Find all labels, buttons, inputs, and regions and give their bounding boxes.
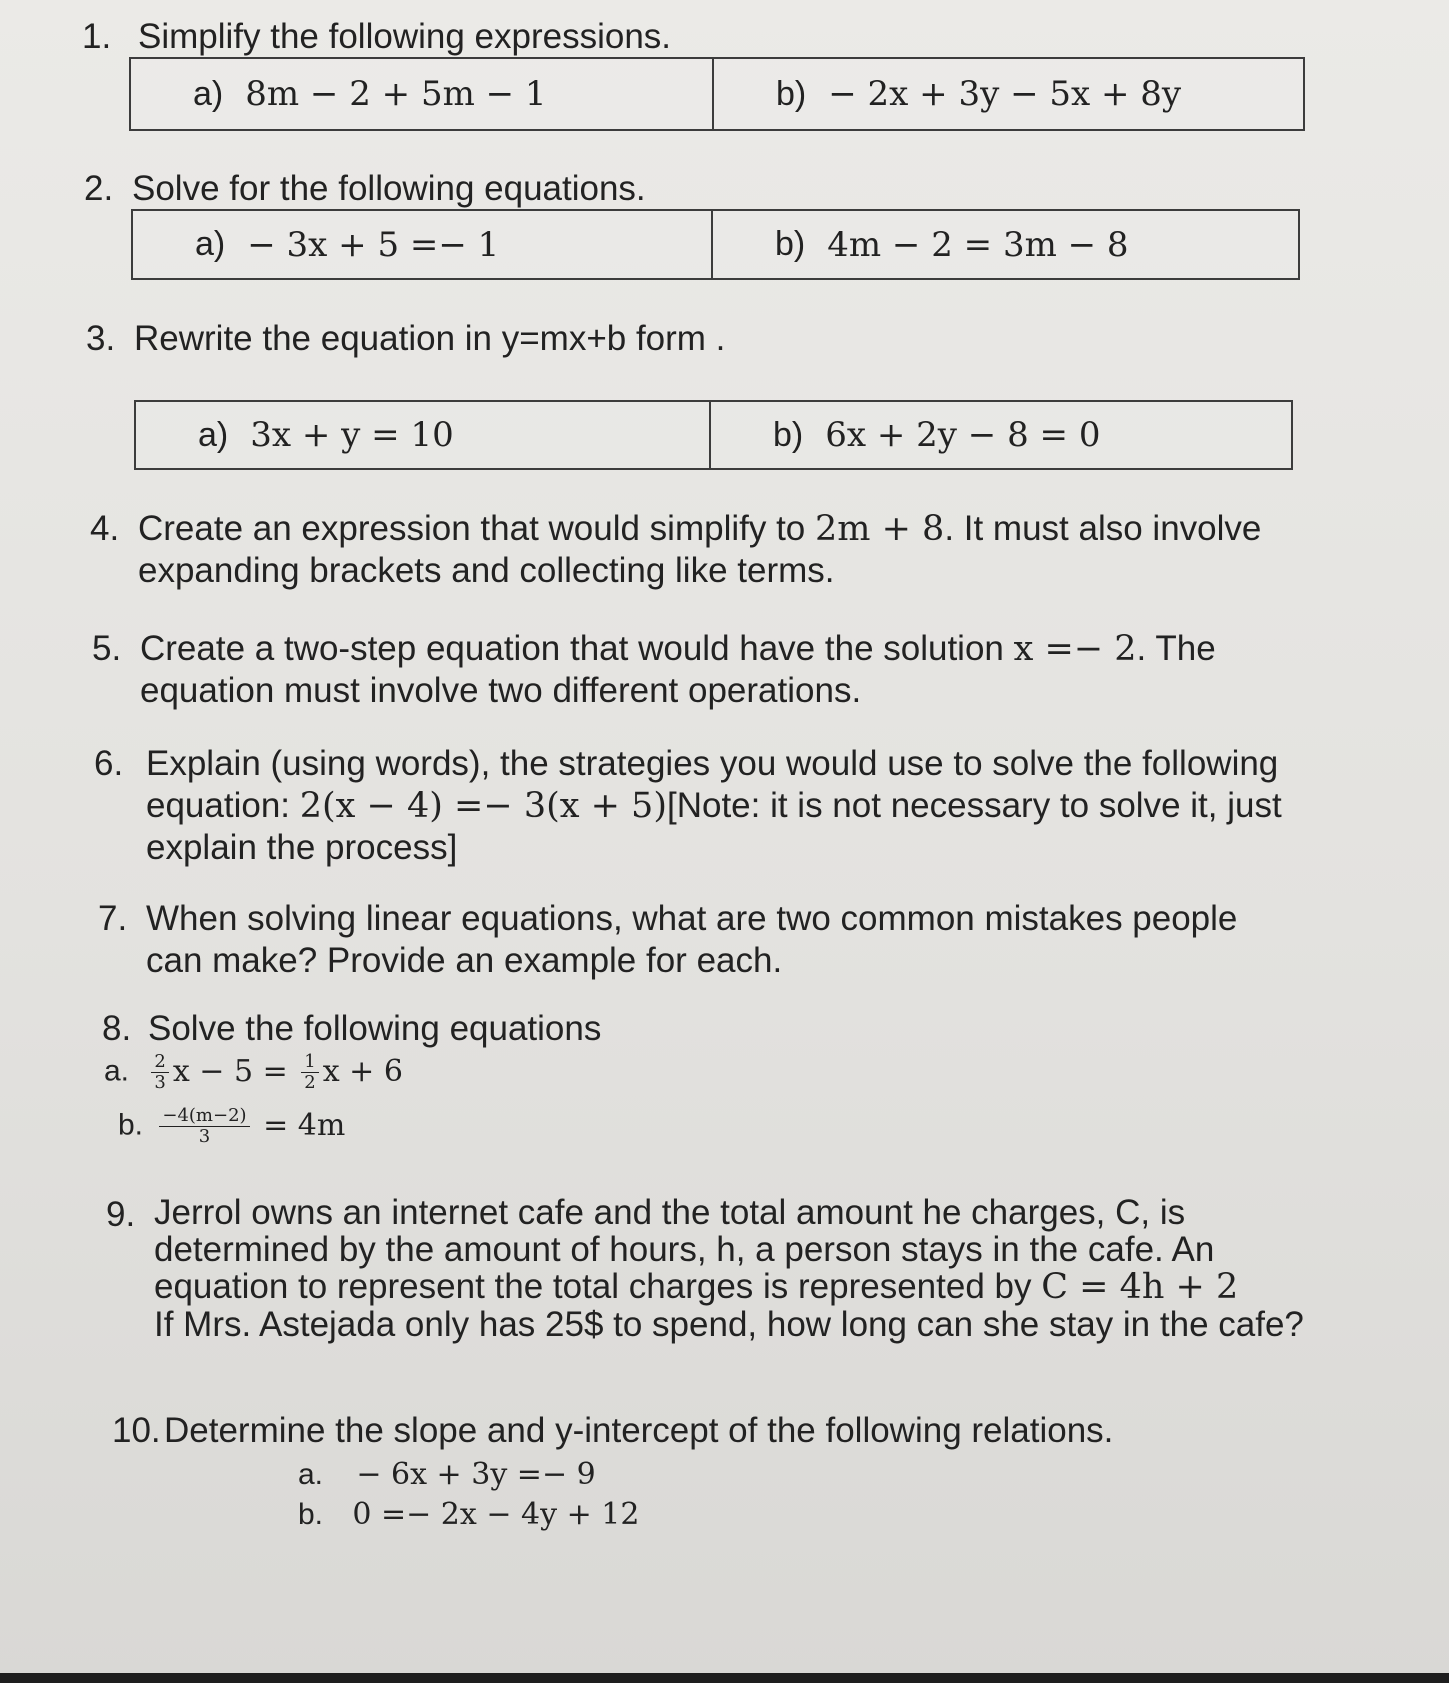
- q1-cell-b: [712, 59, 1303, 129]
- equation: $\frac{-4(m-2)}{3}$ = 4m: [155, 1108, 345, 1143]
- fraction: $\frac{-4(m-2)}{3}$: [159, 1106, 249, 1147]
- question-text: [138, 508, 1328, 592]
- question-number: 8.: [102, 1009, 132, 1048]
- text-line: Create a two-step equation that would have the solution x =− 2. The: [140, 629, 1216, 669]
- question-number: 7.: [98, 899, 128, 938]
- q1-answer-table: [129, 57, 1305, 131]
- question-text: [146, 898, 1326, 982]
- bottom-edge: [0, 1673, 1449, 1683]
- part-label: b): [773, 415, 804, 454]
- question-text: Determine the slope and y-intercept of the following relations.: [164, 1411, 1114, 1450]
- question-number: 2.: [84, 169, 114, 208]
- part-label: a): [193, 74, 224, 113]
- question-number: 10.: [112, 1411, 161, 1450]
- part-label: b.: [298, 1498, 324, 1531]
- text-line: equation: 2(x − 4) =− 3(x + 5)[Note: it is not necessary to solve it, just: [146, 786, 1282, 826]
- equation: − 6x + 3y =− 9: [356, 1457, 596, 1492]
- part-label: b.: [118, 1108, 144, 1142]
- text-line: equation to represent the total charges is represented by C = 4h + 2: [154, 1267, 1239, 1307]
- question-number: 5.: [92, 629, 122, 668]
- question-text: Simplify the following expressions.: [138, 17, 672, 56]
- part-label: b): [776, 74, 807, 113]
- expression: 8m − 2 + 5m − 1: [245, 74, 547, 114]
- text-line: When solving linear equations, what are two common mistakes people: [146, 899, 1238, 938]
- q8-part-a: [104, 1052, 403, 1093]
- text-line: Explain (using words), the strategies you would use to solve the following: [146, 744, 1279, 783]
- question-text: Solve the following equations: [148, 1009, 602, 1048]
- fraction: $\frac{1}{2}$: [301, 1052, 318, 1093]
- question-text: [154, 1194, 1354, 1343]
- question-number: 9.: [106, 1195, 136, 1234]
- q2-answer-table: [131, 209, 1300, 280]
- math-expression: 2m + 8: [815, 509, 945, 549]
- question-number: 4.: [90, 509, 120, 548]
- text-line: explain the process]: [146, 828, 458, 867]
- question-text: [146, 743, 1386, 869]
- text-line: Create an expression that would simplify to 2m + 8. It must also involve: [138, 509, 1262, 549]
- expression: − 3x + 5 =− 1: [247, 224, 500, 265]
- question-text: Solve for the following equations.: [132, 169, 646, 208]
- question-number: 6.: [94, 744, 124, 783]
- question-text: Rewrite the equation in y=mx+b form .: [134, 319, 726, 358]
- q3-answer-table: [134, 400, 1293, 470]
- equation: 0 =− 2x − 4y + 12: [352, 1497, 640, 1532]
- expression: 6x + 2y − 8 = 0: [825, 415, 1101, 455]
- q10-part-b: [298, 1496, 639, 1534]
- text-line: can make? Provide an example for each.: [146, 941, 783, 980]
- expression: 4m − 2 = 3m − 8: [827, 224, 1129, 265]
- q2-cell-a: [133, 211, 711, 278]
- equation: $\frac{2}{3}$ x − 5 = $\frac{1}{2}$ x + 6: [147, 1054, 403, 1089]
- question-text: [140, 628, 1330, 712]
- question-number: 3.: [86, 319, 116, 358]
- text-line: expanding brackets and collecting like terms.: [138, 551, 835, 590]
- text-line: equation must involve two different operations.: [140, 671, 862, 710]
- part-label: a.: [298, 1458, 324, 1491]
- q3-cell-b: [709, 402, 1291, 468]
- part-label: a): [198, 415, 229, 454]
- math-expression: x =− 2: [1013, 629, 1137, 669]
- math-expression: C = 4h + 2: [1041, 1267, 1239, 1307]
- q10-part-a: [298, 1456, 596, 1494]
- q2-cell-b: [711, 211, 1298, 278]
- part-label: a): [195, 225, 226, 263]
- q8-part-b: [118, 1106, 345, 1147]
- expression: − 2x + 3y − 5x + 8y: [828, 74, 1182, 114]
- q3-cell-a: [136, 402, 709, 468]
- text-line: determined by the amount of hours, h, a person stays in the cafe. An: [154, 1230, 1215, 1269]
- part-label: b): [775, 225, 806, 263]
- math-expression: 2(x − 4) =− 3(x + 5): [299, 786, 667, 826]
- text-line: If Mrs. Astejada only has 25$ to spend, how long can she stay in the cafe?: [154, 1305, 1304, 1344]
- question-number: 1.: [82, 17, 112, 56]
- part-label: a.: [104, 1054, 130, 1088]
- fraction: $\frac{2}{3}$: [151, 1052, 168, 1093]
- expression: 3x + y = 10: [250, 415, 454, 455]
- text-line: Jerrol owns an internet cafe and the total amount he charges, C, is: [154, 1193, 1186, 1232]
- q1-cell-a: [131, 59, 712, 129]
